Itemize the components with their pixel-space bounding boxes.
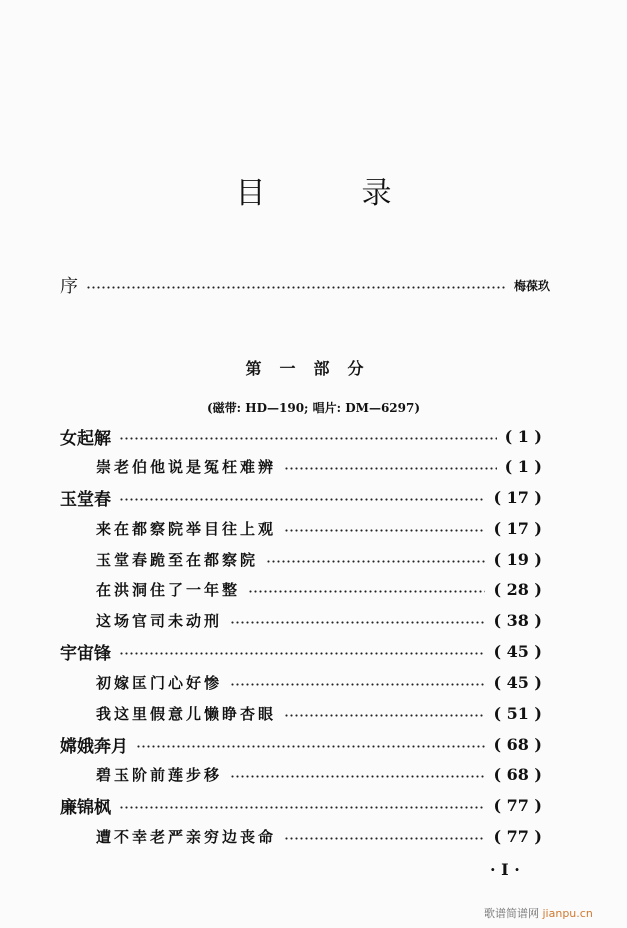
entry-page: ( 28 ) [493, 579, 542, 599]
preface-label: 序 [60, 276, 78, 297]
entry-page: ( 77 ) [493, 826, 542, 846]
toc-subentry [0, 824, 627, 848]
entry-page: ( 17 ) [493, 518, 542, 538]
entry-label: 来在都察院举目往上观 [96, 519, 277, 538]
section-note: (磁带: HD—190; 唱片: DM—6297) [206, 401, 421, 415]
toc-entry [0, 639, 627, 663]
toc-entry [0, 485, 627, 509]
entry-page: ( 1 ) [504, 456, 542, 476]
leader-dots [284, 467, 497, 470]
watermark-site: jianpu.cn [542, 907, 593, 920]
leader-dots [119, 437, 497, 440]
toc-preface [0, 273, 627, 297]
toc-subentry [0, 608, 627, 632]
toc-entry [0, 424, 627, 448]
toc-entry [0, 793, 627, 817]
entry-page: ( 45 ) [493, 672, 542, 692]
entry-label: 宇宙锋 [60, 643, 111, 664]
entry-label: 嫦娥奔月 [60, 736, 128, 757]
entry-label: 女起解 [60, 428, 111, 449]
leader-dots [86, 286, 506, 289]
entry-label: 遭不幸老严亲穷边丧命 [96, 827, 277, 846]
toc-subentry [0, 670, 627, 694]
section-title: 第一部分 [245, 359, 382, 378]
leader-dots [248, 590, 485, 593]
watermark-text: 歌谱简谱网 [484, 907, 543, 920]
entry-page: ( 45 ) [493, 641, 542, 661]
toc-entry [0, 732, 627, 756]
watermark [484, 905, 593, 921]
entry-page: ( 68 ) [493, 764, 542, 784]
entry-page: ( 17 ) [493, 487, 542, 507]
leader-dots [284, 529, 485, 532]
leader-dots [119, 498, 485, 501]
entry-label: 崇老伯他说是冤枉难辨 [96, 457, 277, 476]
entry-label: 玉堂春跪至在都察院 [96, 550, 259, 569]
leader-dots [119, 806, 485, 809]
entry-page: ( 68 ) [493, 734, 542, 754]
entry-label: 这场官司未动刑 [96, 611, 223, 630]
page-number: · I · [490, 860, 520, 879]
toc-subentry [0, 577, 627, 601]
entry-label: 玉堂春 [60, 489, 111, 510]
entry-label: 在洪洞住了一年整 [96, 580, 241, 599]
toc-subentry [0, 762, 627, 786]
title-char-2: 录 [361, 176, 392, 211]
leader-dots [119, 652, 485, 655]
preface-author: 梅葆玖 [513, 278, 550, 293]
leader-dots [230, 621, 485, 624]
toc-subentry [0, 547, 627, 571]
entry-page: ( 38 ) [493, 610, 542, 630]
leader-dots [230, 683, 485, 686]
entry-page: ( 51 ) [493, 703, 542, 723]
entry-label: 廉锦枫 [60, 797, 111, 818]
page-title [0, 176, 627, 212]
toc-subentry [0, 516, 627, 540]
toc-subentry [0, 701, 627, 725]
entry-label: 初嫁匡门心好惨 [96, 673, 223, 692]
leader-dots [284, 714, 485, 717]
leader-dots [230, 775, 485, 778]
leader-dots [284, 837, 485, 840]
title-char-1: 目 [235, 176, 266, 211]
entry-page: ( 19 ) [493, 549, 542, 569]
entry-label: 碧玉阶前莲步移 [96, 765, 223, 784]
entry-page: ( 77 ) [493, 795, 542, 815]
leader-dots [136, 745, 485, 748]
entry-page: ( 1 ) [504, 426, 542, 446]
toc-subentry [0, 454, 627, 478]
leader-dots [266, 560, 485, 563]
entry-label: 我这里假意儿懒睁杏眼 [96, 704, 277, 723]
